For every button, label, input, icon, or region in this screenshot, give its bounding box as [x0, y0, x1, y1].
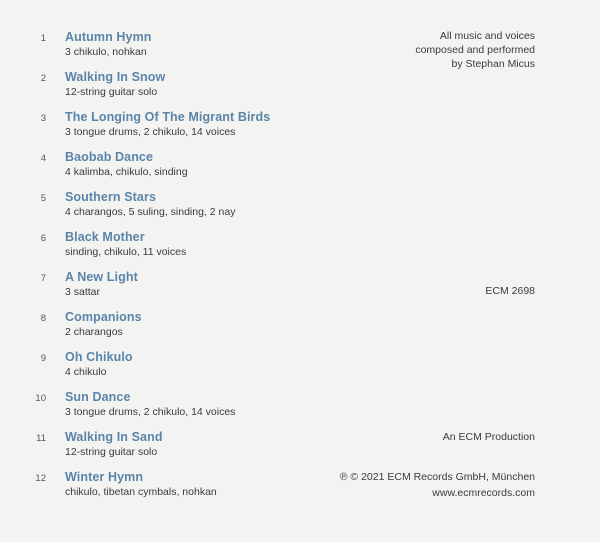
track-instruments: 4 charangos, 5 suling, sinding, 2 nay	[65, 206, 236, 218]
track-number: 12	[35, 473, 46, 484]
catalog-number: ECM 2698	[485, 285, 535, 297]
track-title: Autumn Hymn	[65, 30, 152, 44]
track-title: Companions	[65, 310, 142, 324]
track-title: Winter Hymn	[65, 470, 144, 484]
website-link: www.ecmrecords.com	[432, 487, 535, 499]
track-number: 8	[40, 313, 46, 324]
track-title: Walking In Sand	[65, 430, 163, 444]
track-number: 7	[40, 273, 46, 284]
track-instruments: 3 tongue drums, 2 chikulo, 14 voices	[65, 406, 236, 418]
track-title: Baobab Dance	[65, 150, 154, 164]
track-title: Black Mother	[65, 230, 145, 244]
track-item	[0, 470, 340, 506]
track-instruments: 3 tongue drums, 2 chikulo, 14 voices	[65, 126, 236, 138]
credits-line: by Stephan Micus	[451, 58, 535, 70]
track-instruments: chikulo, tibetan cymbals, nohkan	[65, 486, 217, 498]
track-number: 3	[40, 113, 46, 124]
track-instruments: 2 charangos	[65, 326, 123, 338]
composer-credits	[415, 29, 535, 71]
track-item	[0, 30, 340, 66]
track-instruments: 3 chikulo, nohkan	[65, 46, 147, 58]
credits-line: All music and voices	[439, 30, 535, 42]
track-number: 1	[40, 33, 46, 44]
track-title: Walking In Snow	[65, 70, 166, 84]
track-item	[0, 270, 340, 306]
track-number: 6	[40, 233, 46, 244]
credits-line: composed and performed	[415, 44, 535, 56]
track-instruments: 12-string guitar solo	[65, 86, 158, 98]
track-instruments: 12-string guitar solo	[65, 446, 158, 458]
track-item	[0, 110, 340, 146]
track-title: The Longing Of The Migrant Birds	[65, 110, 271, 124]
track-title: Sun Dance	[65, 390, 131, 404]
track-item	[0, 70, 340, 106]
copyright-line: ℗ © 2021 ECM Records GmbH, München	[339, 471, 535, 483]
track-title: Oh Chikulo	[65, 350, 133, 364]
track-title: A New Light	[65, 270, 138, 284]
track-item	[0, 430, 340, 466]
track-number: 11	[36, 433, 46, 444]
track-item	[0, 230, 340, 266]
track-item	[0, 350, 340, 386]
track-item	[0, 190, 340, 226]
track-number: 5	[40, 193, 46, 204]
track-item	[0, 310, 340, 346]
track-instruments: 4 chikulo	[65, 366, 107, 378]
track-instruments: 3 sattar	[65, 286, 101, 298]
track-number: 2	[40, 73, 46, 84]
track-item	[0, 390, 340, 426]
copyright-block	[340, 469, 535, 501]
track-instruments: sinding, chikulo, 11 voices	[65, 246, 187, 258]
track-number: 10	[35, 393, 46, 404]
production-credit: An ECM Production	[442, 431, 535, 443]
track-number: 4	[40, 153, 46, 164]
track-number: 9	[40, 353, 46, 364]
track-title: Southern Stars	[65, 190, 156, 204]
track-instruments: 4 kalimba, chikulo, sinding	[65, 166, 188, 178]
track-item	[0, 150, 340, 186]
